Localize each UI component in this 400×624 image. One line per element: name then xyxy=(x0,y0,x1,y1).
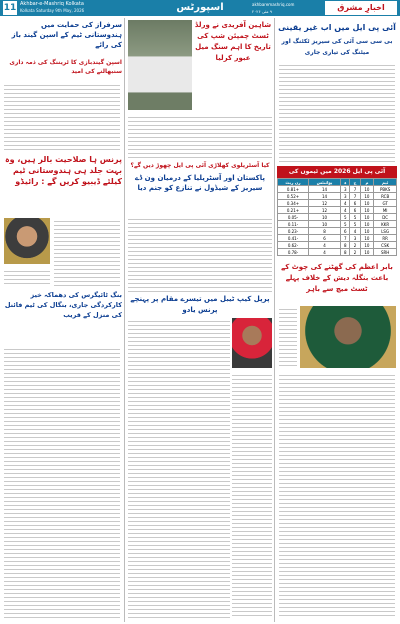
points-table-cell: 7 xyxy=(350,186,360,193)
points-table-cell: 3 xyxy=(341,193,350,200)
shaheen-photo xyxy=(128,20,192,110)
points-table-cell: PBKS xyxy=(374,186,397,193)
points-table-cell: DC xyxy=(374,214,397,221)
points-table-cell: LSG xyxy=(374,228,397,235)
points-table-cell: RCB xyxy=(374,193,397,200)
points-table-row xyxy=(278,221,397,228)
points-table-header: پوائنٹس xyxy=(309,179,341,186)
left-subheadline-1: اسپن گیندبازی کا ٹریننگ کی ذمہ داری سنبھالنے کی امید xyxy=(9,59,122,75)
points-table-cell: 3 xyxy=(350,235,360,242)
points-table-title: آئی پی ایل 2026 میں ٹیموں کی xyxy=(277,166,397,178)
points-table-cell: +0.81 xyxy=(278,186,309,193)
points-table-row xyxy=(278,235,397,242)
points-table-cell: 6 xyxy=(341,228,350,235)
points-table-cell: 3 xyxy=(341,186,350,193)
points-table-cell: 8 xyxy=(341,242,350,249)
points-table-cell: 10 xyxy=(360,221,374,228)
points-table-cell: 10 xyxy=(360,235,374,242)
right-headline-1: آئی پی ایل میں اب غیر یقینی xyxy=(278,23,396,32)
points-table-cell: 5 xyxy=(341,221,350,228)
page-number: 11 xyxy=(3,3,17,13)
points-table-cell: -0.23 xyxy=(278,228,309,235)
paper-logo: اخبارِ مشرق xyxy=(325,1,397,15)
points-table-header: ہ xyxy=(341,179,350,186)
right-subheadline-1: بی سی سی آئی کی سیریز ٹکٹنگ اور میٹنگ کی تیاری جاری xyxy=(281,38,393,56)
points-table-row xyxy=(278,242,397,249)
points-table-cell: MI xyxy=(374,207,397,214)
points-table-header: رن ریٹ xyxy=(278,179,309,186)
points-table-cell: 10 xyxy=(309,214,341,221)
points-table-cell: 14 xyxy=(309,193,341,200)
points-table-cell: -0.11 xyxy=(278,221,309,228)
points-table-cell: RR xyxy=(374,235,397,242)
points-table-cell: +0.34 xyxy=(278,200,309,207)
points-table-cell: 12 xyxy=(309,207,341,214)
points-table-cell: +0.52 xyxy=(278,193,309,200)
points-table-cell: SRH xyxy=(374,249,397,256)
points-table-cell: 4 xyxy=(350,228,360,235)
prince-yadav-photo xyxy=(232,318,272,368)
left-article-1-text xyxy=(4,82,120,152)
points-table-cell: 6 xyxy=(350,200,360,207)
points-table-cell: 8 xyxy=(309,228,341,235)
points-table-header: ج xyxy=(350,179,360,186)
center-headline-bottom: پرپل کیپ ٹیبل میں تیسرے مقام پر پہنچے پرنس یادو xyxy=(130,295,270,314)
center-headline-mid-pre: کیا آسٹریلوی کھلاڑی آئی پی ایل چھوڑ دیں گے؟ xyxy=(130,162,270,169)
points-table-row xyxy=(278,186,397,193)
left-headline-3: بنگ ٹائیگرس کی دھماکہ خیز کارکردگی جاری، بنگال کی ٹیم فائنل کی منزل کے قریب xyxy=(4,291,122,319)
center-headline-top: شاہین آفریدی نے ورلڈ ٹسٹ چمپئن شپ کی تاریخ کا اہم سنگ میل عبور کرلیا xyxy=(194,21,272,62)
points-table-cell: GT xyxy=(374,200,397,207)
points-table-cell: 10 xyxy=(360,200,374,207)
column-divider-right xyxy=(274,18,275,622)
points-table-row xyxy=(278,228,397,235)
right-article-2-text-b xyxy=(279,372,395,618)
points-table-row xyxy=(278,200,397,207)
points-table-cell: 4 xyxy=(341,207,350,214)
right-headline-2: بابر اعظم کی گھٹنے کی چوٹ کے باعث بنگلہ دیش کے خلاف پہلے ٹسٹ میچ سے باہر xyxy=(281,263,393,293)
points-table-cell: 4 xyxy=(341,200,350,207)
points-table-cell: -0.05 xyxy=(278,214,309,221)
points-table-header-row xyxy=(278,179,397,186)
points-table-cell: 5 xyxy=(350,214,360,221)
points-table-row xyxy=(278,193,397,200)
points-table-cell: +0.21 xyxy=(278,207,309,214)
left-article-2-text xyxy=(54,218,120,286)
center-article-1-text xyxy=(128,114,272,158)
left-article-3-text xyxy=(4,346,120,618)
center-headline-mid: پاکستان اور آسٹریلیا کے درمیان ون ڈے سیریز کے شیڈول نے تنازع کو جنم دیا xyxy=(135,174,265,192)
points-table-cell: 14 xyxy=(309,186,341,193)
points-table-cell: CSK xyxy=(374,242,397,249)
paper-name: Akhbar-e-Mashriq Kolkata xyxy=(20,1,84,7)
points-table-cell: 6 xyxy=(309,235,341,242)
babar-photo xyxy=(300,306,396,368)
points-table-cell: 8 xyxy=(341,249,350,256)
center-article-3-text xyxy=(128,318,230,618)
points-table-cell: 6 xyxy=(350,207,360,214)
points-table-cell: -0.41 xyxy=(278,235,309,242)
hijri-date: ۹ مئی ۲۰۲۶ xyxy=(252,9,272,14)
points-table-cell: KKR xyxy=(374,221,397,228)
points-table-cell: 10 xyxy=(360,207,374,214)
points-table-cell: 2 xyxy=(350,242,360,249)
points-table-cell: -0.78 xyxy=(278,249,309,256)
dateline: Kolkata Saturday 9th May, 2026 xyxy=(20,8,85,13)
rayudu-photo xyxy=(4,218,50,264)
points-table-cell: 10 xyxy=(360,214,374,221)
points-table-cell: 10 xyxy=(309,221,341,228)
points-table-header: ٹیم xyxy=(374,179,397,186)
points-table-cell: 10 xyxy=(360,242,374,249)
points-table-row xyxy=(278,207,397,214)
website: akhbaremashriq.com xyxy=(252,2,295,7)
center-article-3-text-b xyxy=(232,372,272,618)
points-table-cell: 10 xyxy=(360,228,374,235)
points-table xyxy=(277,178,397,260)
right-article-1-text xyxy=(279,62,395,162)
points-table-cell: 7 xyxy=(350,193,360,200)
left-headline-1: سرفراز کی حمایت میں ہندوستانی ٹیم کے اسپن گیند باز کی رائے xyxy=(11,21,122,49)
points-table-cell: 5 xyxy=(350,221,360,228)
points-table-cell: 7 xyxy=(341,235,350,242)
points-table-cell: 4 xyxy=(309,249,341,256)
points-table-cell: 10 xyxy=(360,249,374,256)
left-article-2-text-b xyxy=(4,268,50,286)
column-divider-left xyxy=(124,18,125,622)
center-article-2-text xyxy=(128,216,272,292)
points-table-cell: 12 xyxy=(309,200,341,207)
points-table-cell: 10 xyxy=(360,193,374,200)
points-table-cell: 4 xyxy=(309,242,341,249)
points-table-row xyxy=(278,249,397,256)
left-headline-2: پرنس ہا صلاحیت بالر ہیں، وہ بہت جلد ہی ہندوستانی ٹیم کیلئے ڈیبیو کریں گے : رائیڈو xyxy=(4,155,122,186)
points-table-row xyxy=(278,214,397,221)
points-table-cell: 2 xyxy=(350,249,360,256)
points-table-cell: -0.62 xyxy=(278,242,309,249)
right-article-2-text xyxy=(279,306,297,368)
points-table-cell: 10 xyxy=(360,186,374,193)
points-table-header: م xyxy=(360,179,374,186)
points-table-cell: 5 xyxy=(341,214,350,221)
section-title: اسپورٹس xyxy=(176,2,224,13)
